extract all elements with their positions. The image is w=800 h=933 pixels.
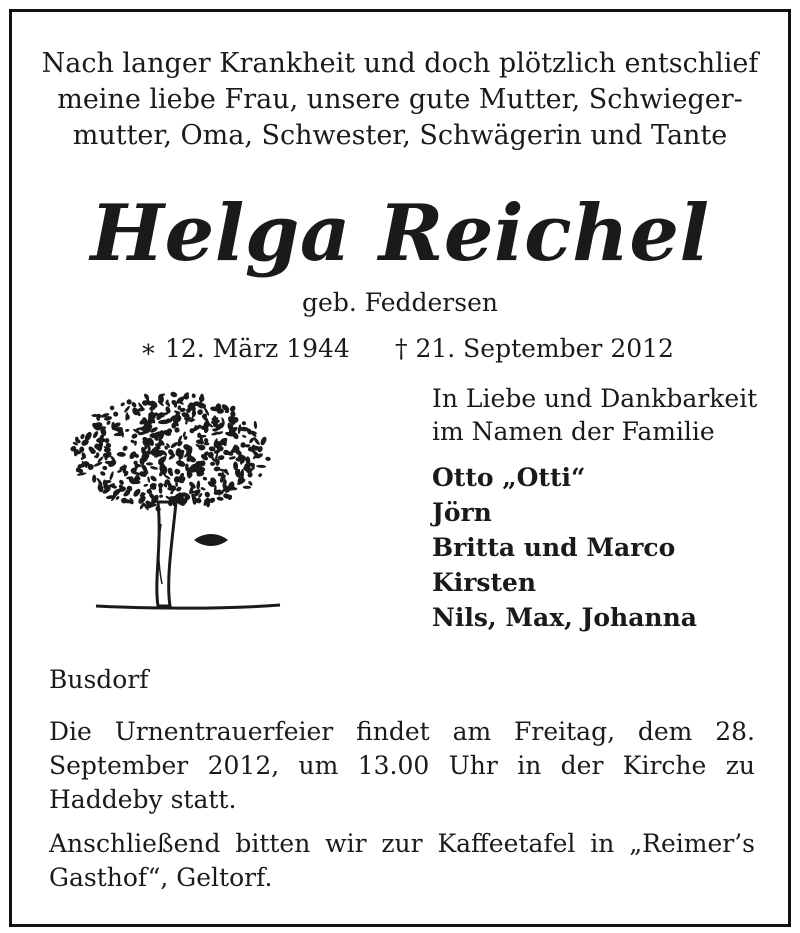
family-list [432, 460, 697, 635]
intro-line: Nach langer Krankheit und doch plötzlich entschlief [41, 48, 759, 79]
intro-line: meine liebe Frau, unsere gute Mutter, Schwieger- [57, 84, 743, 115]
family-member: Nils, Max, Johanna [432, 603, 697, 632]
obituary-notice [9, 9, 791, 927]
birth-date: ∗ 12. März 1944 [140, 334, 350, 363]
family-member: Britta und Marco [432, 533, 676, 562]
closing-text [432, 382, 757, 448]
family-member: Otto „Otti“ [432, 463, 586, 492]
deceased-name: Helga Reichel [90, 188, 710, 279]
closing-line: im Namen der Familie [432, 417, 715, 446]
family-member: Kirsten [432, 568, 537, 597]
death-date: † 21. September 2012 [395, 334, 674, 363]
family-member: Jörn [432, 498, 492, 527]
closing-line: In Liebe und Dankbarkeit [432, 384, 758, 413]
tree-with-bird-icon [66, 384, 306, 614]
ceremony-text: Die Urnentrauerfeier findet am Freitag, dem 28. September 2012, um 13.00 Uhr in der Kirche zu Haddeby statt. [49, 717, 755, 814]
maiden-name: geb. Feddersen [302, 288, 498, 317]
intro-line: mutter, Oma, Schwester, Schwägerin und Tante [72, 120, 728, 151]
place-name: Busdorf [49, 665, 149, 694]
reception-text: Anschließend bitten wir zur Kaffeetafel in „Reimer’s Gasthof“, Geltorf. [49, 829, 755, 892]
intro-text [12, 46, 788, 154]
